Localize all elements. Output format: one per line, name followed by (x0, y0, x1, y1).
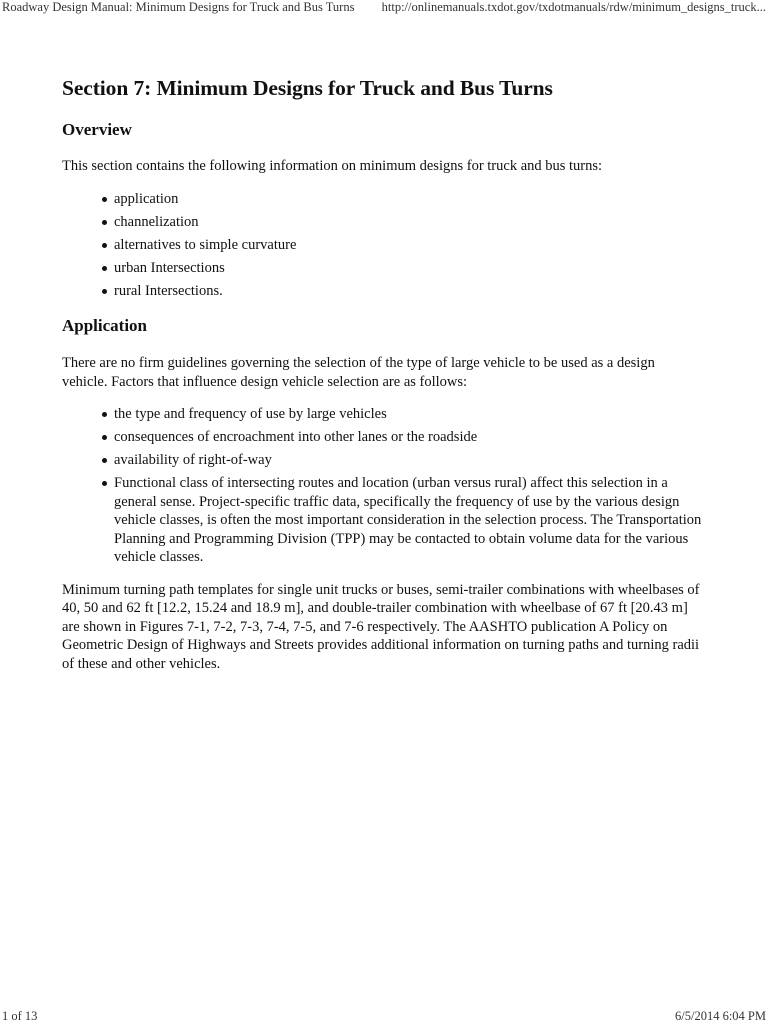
print-header-title: Roadway Design Manual: Minimum Designs for Truck and Bus Turns (2, 0, 355, 14)
document-body (62, 74, 702, 673)
overview-list (62, 190, 702, 301)
list-item: Functional class of intersecting routes and location (urban versus rural) affect this selection in a general sense. Project-specific traffic data, specifically the frequency of use by the various design vehicle classes, is often the most important consideration in the selection process. The Transportation Planning and Programming Division (TPP) may be contacted to obtain volume data for the various vehicle classes. (114, 475, 702, 565)
application-list (62, 405, 702, 567)
list-item: urban Intersections (114, 259, 702, 278)
overview-intro: This section contains the following information on minimum designs for truck and bus turns: (62, 158, 603, 174)
print-header-url: http://onlinemanuals.txdot.gov/txdotmanuals/rdw/minimum_designs_truck... (381, 0, 766, 14)
list-item: availability of right-of-way (114, 451, 702, 470)
section-title: Section 7: Minimum Designs for Truck and Bus Turns (62, 76, 553, 100)
overview-heading: Overview (62, 120, 132, 139)
list-item: channelization (114, 213, 702, 232)
list-item: the type and frequency of use by large vehicles (114, 405, 702, 424)
list-item: application (114, 190, 702, 209)
page-counter: 1 of 13 (2, 1009, 38, 1023)
application-intro: There are no firm guidelines governing the selection of the type of large vehicle to be used as a design vehicle. Factors that influence design vehicle selection are as follows: (62, 355, 655, 390)
list-item: alternatives to simple curvature (114, 236, 702, 255)
turning-templates-paragraph: Minimum turning path templates for single unit trucks or buses, semi-trailer combinations with wheelbases of 40, 50 and 62 ft [12.2, 15.24 and 18.9 m], and double-trailer combination with wheelbase of 67 ft [20.43 m] are shown in Figures 7-1, 7-2, 7-3, 7-4, 7-5, and 7-6 respectively. The AASHTO publication A Policy on Geometric Design of Highways and Streets provides additional information on turning paths and turning radii of these and other vehicles. (62, 581, 700, 672)
print-timestamp: 6/5/2014 6:04 PM (675, 1009, 766, 1023)
list-item: rural Intersections. (114, 282, 702, 301)
application-heading: Application (62, 316, 148, 335)
list-item: consequences of encroachment into other lanes or the roadside (114, 428, 702, 447)
